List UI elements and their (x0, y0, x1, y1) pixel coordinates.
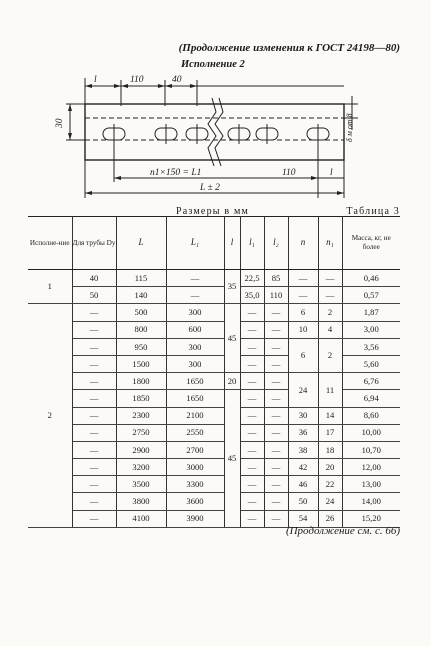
cell-d: — (72, 407, 116, 424)
table-row (28, 355, 400, 372)
cell-n1: 22 (318, 476, 342, 493)
cell-l1: — (240, 476, 264, 493)
table-header-row (28, 217, 400, 270)
cell-L: 2900 (116, 441, 166, 458)
col-header-mass: Масса, кг, не более (342, 217, 400, 270)
cell-L1: 3600 (166, 493, 224, 510)
cell-l2: — (264, 476, 288, 493)
label-l-left: l (94, 75, 97, 85)
cell-L: 3200 (116, 459, 166, 476)
cell-mass: 10,00 (342, 424, 400, 441)
cell-d: — (72, 424, 116, 441)
label-thickness: δ м от 8 (345, 113, 354, 142)
cell-L: 950 (116, 338, 166, 355)
cell-n: 24 (288, 373, 318, 407)
cell-d: — (72, 390, 116, 407)
cell-n: — (288, 270, 318, 287)
label-110-top: 110 (130, 75, 144, 85)
cell-n1: — (318, 270, 342, 287)
col-header-l2: l₂ (264, 217, 288, 270)
cell-l: 45 (224, 304, 240, 373)
cell-n1: 11 (318, 373, 342, 407)
cell-l1: — (240, 510, 264, 527)
cell-mass: 15,20 (342, 510, 400, 527)
cell-mass: 12,00 (342, 459, 400, 476)
cell-L1: — (166, 270, 224, 287)
cell-l2: 110 (264, 287, 288, 304)
cell-mass: 0,46 (342, 270, 400, 287)
cell-mass: 3,00 (342, 321, 400, 338)
variant-cell: 2 (28, 304, 72, 527)
table-row (28, 407, 400, 424)
cell-l2: — (264, 390, 288, 407)
cell-n: 6 (288, 304, 318, 321)
cell-n1: 18 (318, 441, 342, 458)
cell-L: 1850 (116, 390, 166, 407)
cell-n1: 2 (318, 304, 342, 321)
cell-L1: 3300 (166, 476, 224, 493)
cell-d: 50 (72, 287, 116, 304)
cell-n1: 4 (318, 321, 342, 338)
cell-n1: — (318, 287, 342, 304)
cell-n: 46 (288, 476, 318, 493)
cell-n: 50 (288, 493, 318, 510)
table-row (28, 493, 400, 510)
cell-l1: 35,0 (240, 287, 264, 304)
cell-n1: 26 (318, 510, 342, 527)
col-header-n: n (288, 217, 318, 270)
cell-l1: 22,5 (240, 270, 264, 287)
col-header-variant: Исполне-ние (28, 217, 72, 270)
cell-l2: — (264, 459, 288, 476)
cell-L1: 1650 (166, 373, 224, 390)
cell-n: 54 (288, 510, 318, 527)
cell-L1: — (166, 287, 224, 304)
table-row (28, 287, 400, 304)
cell-l2: 85 (264, 270, 288, 287)
cell-d: — (72, 338, 116, 355)
cell-d: — (72, 373, 116, 390)
cell-mass: 10,70 (342, 441, 400, 458)
table-row (28, 441, 400, 458)
cell-l1: — (240, 373, 264, 390)
col-header-n1: n₁ (318, 217, 342, 270)
strip-drawing (0, 0, 431, 210)
cell-L: 1800 (116, 373, 166, 390)
table-row (28, 304, 400, 321)
cell-l2: — (264, 321, 288, 338)
cell-mass: 13,00 (342, 476, 400, 493)
cell-l1: — (240, 304, 264, 321)
cell-d: — (72, 321, 116, 338)
cell-L1: 1650 (166, 390, 224, 407)
strip-outline (85, 104, 344, 160)
cell-mass: 6,76 (342, 373, 400, 390)
cell-l2: — (264, 355, 288, 372)
table-row (28, 390, 400, 407)
cell-L1: 3000 (166, 459, 224, 476)
table-row (28, 321, 400, 338)
cell-l2: — (264, 304, 288, 321)
cell-n: 30 (288, 407, 318, 424)
cell-l1: — (240, 424, 264, 441)
cell-l1: — (240, 441, 264, 458)
variant-cell: 1 (28, 270, 72, 304)
cell-d: 40 (72, 270, 116, 287)
table-units: Размеры в мм (176, 206, 250, 217)
table-row (28, 338, 400, 355)
cell-n: — (288, 287, 318, 304)
cell-l2: — (264, 338, 288, 355)
cell-L: 3500 (116, 476, 166, 493)
cell-L1: 300 (166, 338, 224, 355)
cell-l1: — (240, 338, 264, 355)
cell-n: 36 (288, 424, 318, 441)
cell-d: — (72, 493, 116, 510)
col-header-L: L (116, 217, 166, 270)
label-110-bottom: 110 (282, 168, 296, 178)
cell-mass: 5,60 (342, 355, 400, 372)
cell-l1: — (240, 390, 264, 407)
label-30: 30 (55, 118, 65, 128)
cell-l2: — (264, 441, 288, 458)
cell-L: 1500 (116, 355, 166, 372)
cell-mass: 3,56 (342, 338, 400, 355)
cell-n1: 17 (318, 424, 342, 441)
cell-L: 2300 (116, 407, 166, 424)
cell-L1: 600 (166, 321, 224, 338)
table-row (28, 270, 400, 287)
cell-L1: 300 (166, 355, 224, 372)
table-row (28, 373, 400, 390)
cell-l2: — (264, 424, 288, 441)
cell-d: — (72, 476, 116, 493)
cell-l: 45 (224, 390, 240, 528)
cell-L1: 2100 (166, 407, 224, 424)
cell-l2: — (264, 373, 288, 390)
variant-title: Исполнение 2 (181, 59, 245, 70)
cell-l1: — (240, 355, 264, 372)
cell-L1: 2550 (166, 424, 224, 441)
cell-l2: — (264, 493, 288, 510)
cell-L: 2750 (116, 424, 166, 441)
cell-l1: — (240, 407, 264, 424)
cell-l2: — (264, 407, 288, 424)
cell-L: 140 (116, 287, 166, 304)
cell-L: 115 (116, 270, 166, 287)
continuation-footer: (Продолжение см. с. 66) (285, 525, 400, 537)
cell-d: — (72, 355, 116, 372)
cell-l1: — (240, 321, 264, 338)
cell-l: 20 (224, 373, 240, 390)
cell-mass: 1,87 (342, 304, 400, 321)
cell-d: — (72, 441, 116, 458)
cell-mass: 6,94 (342, 390, 400, 407)
cell-n: 10 (288, 321, 318, 338)
cell-mass: 8,60 (342, 407, 400, 424)
cell-n: 38 (288, 441, 318, 458)
cell-L: 3800 (116, 493, 166, 510)
table-row (28, 459, 400, 476)
col-header-l: l (224, 217, 240, 270)
cell-n1: 14 (318, 407, 342, 424)
dimensions-table (28, 216, 400, 528)
label-l-right: l (330, 168, 333, 178)
cell-mass: 0,57 (342, 287, 400, 304)
cell-d: — (72, 510, 116, 527)
col-header-L1: L₁ (166, 217, 224, 270)
cell-l2: — (264, 510, 288, 527)
cell-L: 500 (116, 304, 166, 321)
continuation-header: (Продолжение изменения к ГОСТ 24198—80) (178, 42, 400, 54)
col-header-l1: l₁ (240, 217, 264, 270)
table-row (28, 476, 400, 493)
label-spacing-formula: n1×150 = L1 (150, 168, 202, 178)
col-header-pipe: Для трубы Dу (72, 217, 116, 270)
cell-d: — (72, 304, 116, 321)
cell-n: 6 (288, 338, 318, 372)
cell-n1: 24 (318, 493, 342, 510)
cell-L: 4100 (116, 510, 166, 527)
table-row (28, 424, 400, 441)
cell-l1: — (240, 459, 264, 476)
cell-n1: 2 (318, 338, 342, 372)
cell-l: 35 (224, 270, 240, 304)
cell-L1: 3900 (166, 510, 224, 527)
cell-L1: 300 (166, 304, 224, 321)
cell-mass: 14,00 (342, 493, 400, 510)
label-total-length: L ± 2 (200, 183, 220, 193)
cell-L1: 2700 (166, 441, 224, 458)
cell-l1: — (240, 493, 264, 510)
label-40: 40 (172, 75, 182, 85)
cell-L: 800 (116, 321, 166, 338)
cell-n: 42 (288, 459, 318, 476)
cell-d: — (72, 459, 116, 476)
cell-n1: 20 (318, 459, 342, 476)
table-number: Таблица 3 (346, 206, 400, 217)
